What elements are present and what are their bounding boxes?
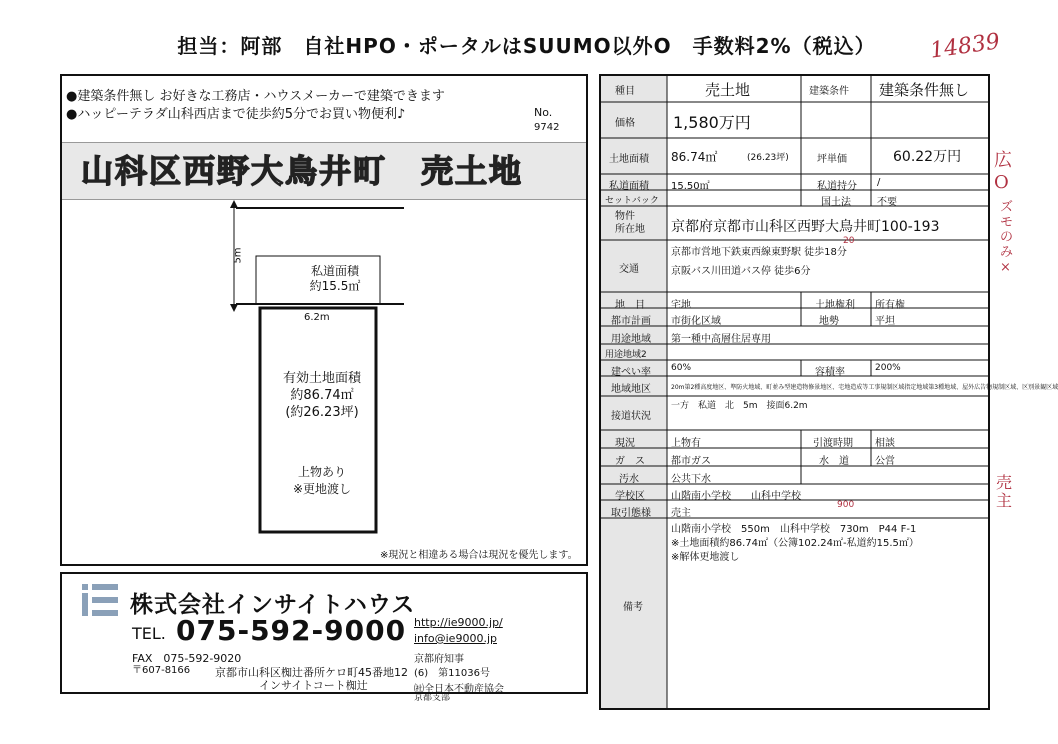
website-link[interactable]: http://ie9000.jp/ — [414, 616, 503, 629]
page-header: 担当：阿部 自社HPO・ポータルはSUUMO以外O 手数料2%（税込） — [177, 34, 876, 58]
dimension-arrow — [230, 200, 238, 208]
label-suido: 水 道 — [819, 456, 849, 467]
value-chisei: 平坦 — [875, 316, 895, 327]
association-name: ㈳全日本不動産協会 — [414, 684, 504, 695]
property-title: 山科区西野大鳥井町 売土地 — [80, 152, 523, 190]
width-label: 6.2m — [304, 312, 330, 323]
value-biko-2: ※土地面積約86.74㎡（公簿102.24㎡-私道約15.5㎡） — [671, 538, 919, 549]
label-hikiwatashi: 引渡時期 — [813, 438, 853, 449]
fax-number: FAX 075-592-9020 — [132, 652, 242, 665]
tel-number[interactable]: 075-592-9000 — [176, 614, 407, 647]
building-note — [262, 464, 382, 498]
label-setsudo: 接道状況 — [611, 411, 651, 422]
value-osui: 公共下水 — [671, 474, 711, 485]
dimension-arrow — [230, 304, 238, 312]
value-location: 京都府京都市山科区西野大鳥井町100-193 — [671, 219, 940, 235]
value-junior-high: 山科中学校 — [751, 491, 801, 502]
value-torihiki: 売主 — [671, 508, 691, 519]
label-chimoku: 地 目 — [615, 300, 645, 311]
value-kenri: 所有権 — [875, 300, 905, 311]
value-chimoku: 宅地 — [671, 300, 691, 311]
value-land-area: 86.74㎡ — [671, 150, 718, 164]
footnote: ※現況と相違ある場合は現況を優先します。 — [380, 550, 578, 561]
label-transport: 交通 — [619, 264, 639, 275]
label-kenpei: 建ぺい率 — [611, 367, 651, 378]
value-hikiwatashi: 相談 — [875, 438, 895, 449]
label-setback: セットバック — [605, 196, 659, 206]
value-kenpei: 60% — [671, 363, 692, 373]
label-kenchiku: 建築条件 — [809, 86, 849, 97]
road-label-text: 私道面積 — [310, 264, 359, 278]
value-transport-2: 京阪バス川田道バス停 徒歩6分 — [671, 266, 811, 277]
value-kenchiku: 建築条件無し — [879, 81, 970, 99]
value-price: 1,580万円 — [673, 113, 751, 132]
handwritten-number: 14839 — [928, 29, 1002, 64]
feature-list — [66, 88, 445, 124]
listing-no-label: No. — [534, 106, 553, 119]
private-road-label — [287, 264, 383, 294]
value-transport-1: 京都市営地下鉄東西線東野駅 徒歩18分 — [671, 247, 847, 258]
label-private-road: 私道面積 — [609, 181, 649, 192]
label-price: 価格 — [615, 118, 635, 129]
effective-tsubo: (約26.23坪) — [285, 405, 359, 420]
association-branch: 京都支部 — [414, 693, 451, 703]
company-logo-icon — [80, 582, 120, 618]
label-gas: ガ ス — [615, 456, 645, 467]
effective-label: 有効土地面積 — [282, 371, 361, 386]
company-name: 株式会社インサイトハウス — [130, 592, 416, 618]
value-youseki: 200% — [875, 363, 901, 373]
label-chisei: 地勢 — [819, 316, 839, 327]
label-location-1: 物件 — [615, 211, 635, 222]
zip-code: 〒607-8166 — [132, 665, 191, 676]
value-private-road: 15.50㎡ — [671, 181, 710, 192]
address-line: 京都市山科区椥辻番所ケロ町45番地12 — [215, 666, 408, 679]
label-biko: 備考 — [623, 602, 643, 613]
feature-item: ●建築条件無し お好きな工務店・ハウスメーカーで建築できます — [66, 89, 445, 104]
hand-note-seller: 売主 — [996, 473, 1013, 510]
label-chiiki: 地域地区 — [611, 384, 651, 395]
label-osui: 汚水 — [619, 474, 639, 485]
value-elementary: 山階南小学校 — [671, 491, 731, 502]
value-gas: 都市ガス — [671, 456, 711, 467]
label-youto2: 用途地域2 — [605, 350, 647, 360]
value-suido: 公営 — [875, 456, 895, 467]
label-road-share: 私道持分 — [817, 181, 857, 192]
value-toshi: 市街化区域 — [671, 316, 721, 327]
label-land-area: 土地面積 — [609, 154, 649, 165]
label-youto: 用途地域 — [611, 334, 651, 345]
building-exists: 上物あり — [297, 465, 346, 479]
label-youseki: 容積率 — [815, 367, 845, 378]
hand-note-portal: 広O — [994, 150, 1012, 193]
hand-note-suumo: ズモのみ× — [1000, 200, 1014, 275]
tel-label: TEL. — [132, 624, 166, 643]
value-youto: 第一種中高層住居専用 — [671, 334, 771, 345]
value-land-tsubo: (26.23坪) — [747, 153, 789, 163]
listing-no-value: 9742 — [534, 122, 560, 133]
effective-area: 約86.74㎡ — [290, 388, 354, 403]
effective-area-block — [262, 370, 382, 421]
label-toshi: 都市計画 — [611, 316, 651, 327]
label-torihiki: 取引態様 — [611, 508, 651, 519]
label-location-2: 所在地 — [615, 224, 645, 235]
building-name: インサイトコート椥辻 — [259, 679, 368, 692]
hand-distance: 900 — [837, 500, 855, 510]
label-tsubo-price: 坪単価 — [817, 154, 847, 165]
depth-label: 5m — [232, 247, 244, 264]
value-chiiki: 20m第2種高度地区、準防火地域、町並み型建造物修景地区、宅地造成等工事規制区域指定地域第3種地域、屋外広告物規制区域、区別景観区域 — [671, 384, 1058, 391]
value-kokudo: 不要 — [877, 197, 897, 208]
feature-item: ●ハッピーテラダ山科西店まで徒歩約5分でお買い物便利♪ — [66, 107, 406, 122]
label-kenri: 土地権利 — [815, 300, 855, 311]
value-road-share: / — [877, 177, 881, 188]
value-tsubo-price: 60.22万円 — [893, 149, 962, 165]
license-authority: 京都府知事 — [414, 654, 464, 665]
vacant-delivery: ※更地渡し — [292, 482, 352, 496]
label-location — [615, 210, 645, 236]
value-setsudo: 一方 私道 北 5m 接面6.2m — [671, 401, 808, 411]
license-number: (6) 第11036号 — [414, 668, 490, 679]
hand-correction: 20 — [843, 236, 855, 246]
email-link[interactable]: info@ie9000.jp — [414, 632, 497, 645]
label-shumoku: 種目 — [615, 86, 635, 97]
company-address — [215, 666, 415, 692]
value-shumoku: 売土地 — [705, 81, 751, 99]
value-biko-1: 山階南小学校 550m 山科中学校 730m P44 F-1 — [671, 524, 917, 535]
label-genkyo: 現況 — [615, 438, 635, 449]
label-school: 学校区 — [615, 491, 645, 502]
label-kokudo: 国土法 — [821, 197, 851, 208]
value-biko-3: ※解体更地渡し — [671, 552, 740, 563]
road-area-text: 約15.5㎡ — [309, 279, 361, 293]
value-genkyo: 上物有 — [671, 438, 701, 449]
